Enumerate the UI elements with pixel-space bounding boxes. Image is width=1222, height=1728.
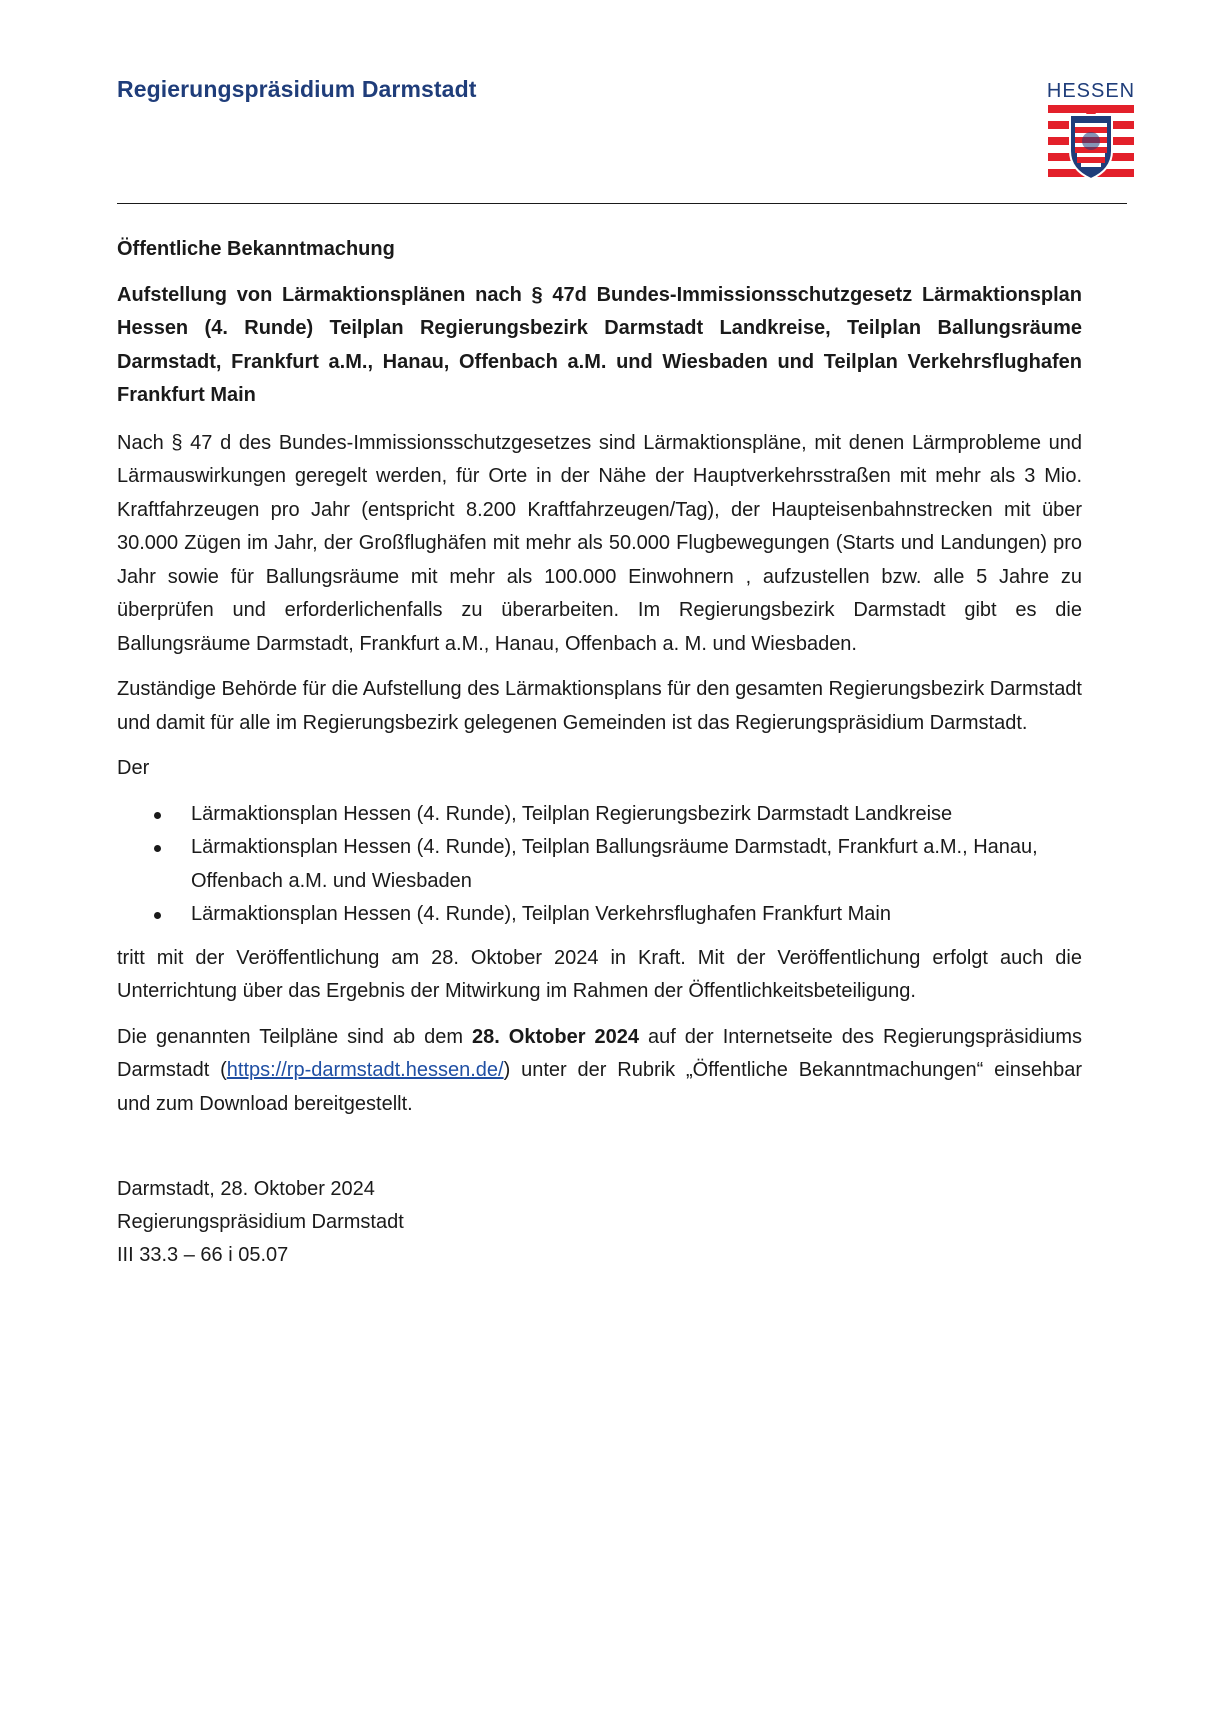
- list-item: [117, 798, 1082, 832]
- hessen-logo: [1046, 80, 1136, 185]
- bullet-icon: [154, 912, 161, 919]
- list-item: [117, 831, 1082, 898]
- plan-label: Lärmaktionsplan Hessen (4. Runde), Teilplan Regierungsbezirk Darmstadt Landkreise: [191, 802, 953, 825]
- website-link[interactable]: https://rp-darmstadt.hessen.de/: [226, 1059, 504, 1081]
- list-item: [117, 898, 1082, 932]
- notice-body: [117, 233, 1082, 1272]
- paragraph-intro-word: Der: [117, 757, 150, 779]
- plan-label: Lärmaktionsplan Hessen (4. Runde), Teilplan Ballungsräume Darmstadt, Frankfurt a.M., Hanau, Offenbach a.M. und Wiesbaden: [191, 836, 1038, 892]
- plan-list: [117, 798, 1082, 932]
- signature-block: [117, 1173, 1082, 1272]
- download-text-prefix: Die genannten Teilpläne sind ab dem: [117, 1025, 472, 1048]
- hessen-coat-of-arms-icon: [1048, 105, 1134, 185]
- plan-label: Lärmaktionsplan Hessen (4. Runde), Teilplan Verkehrsflughafen Frankfurt Main: [191, 903, 891, 925]
- notice-kicker: Öffentliche Bekanntmachung: [117, 238, 395, 260]
- bullet-icon: [154, 845, 161, 852]
- logo-wordmark: HESSEN: [1046, 80, 1136, 102]
- download-date: 28. Oktober 2024: [472, 1025, 639, 1048]
- paragraph-legal-basis: Nach § 47 d des Bundes-Immissionsschutzgesetzes sind Lärmaktionspläne, mit denen Lärmprobleme und Lärmauswirkungen geregelt werden, für Orte in der Nähe der Hauptverkehrsstraßen mit mehr als 3 Mio. Kraftfahrzeugen pro Jahr (entspricht 8.200 Kraftfahrzeugen/Tag), der Haupteisenbahnstrecken mit über 30.000 Zügen im Jahr, der Großflughäfen mit mehr als 50.000 Flugbewegungen (Starts und Landungen) pro Jahr sowie für Ballungsräume mit mehr als 100.000 Einwohnern , aufzustellen bzw. alle 5 Jahre zu überprüfen und erforderlichenfalls zu überarbeiten. Im Regierungsbezirk Darmstadt gibt es die Ballungsräume Darmstadt, Frankfurt a.M., Hanau, Offenbach a. M. und Wiesbaden.: [117, 431, 1082, 655]
- signature-place-date: Darmstadt, 28. Oktober 2024: [117, 1178, 375, 1200]
- download-text-suffix: ) unter der Rubrik „Öffentliche Bekanntmachungen“ einsehbar und zum Download bereitgestellt.: [117, 1059, 1082, 1115]
- download-text-mid: auf der Internetseite des Regierungspräsidiums Darmstadt (: [117, 1025, 1082, 1081]
- header-rule: [117, 203, 1127, 204]
- authority-name: Regierungspräsidium Darmstadt: [117, 76, 477, 102]
- notice-headline: Aufstellung von Lärmaktionsplänen nach § 47d Bundes-Immissionsschutzgesetz Lärmaktionsplan Hessen (4. Runde) Teilplan Regierungsbezirk Darmstadt Landkreise, Teilplan Ballungsräume Darmstadt, Frankfurt a.M., Hanau, Offenbach a.M. und Wiesbaden und Teilplan Verkehrsflughafen Frankfurt Main: [117, 283, 1082, 406]
- paragraph-entry-into-force: tritt mit der Veröffentlichung am 28. Oktober 2024 in Kraft. Mit der Veröffentlichung erfolgt auch die Unterrichtung über das Ergebnis der Mitwirkung im Rahmen der Öffentlichkeitsbeteiligung.: [117, 946, 1082, 1002]
- signature-reference: III 33.3 – 66 i 05.07: [117, 1244, 289, 1266]
- paragraph-download: [117, 1021, 1082, 1122]
- paragraph-authority: Zuständige Behörde für die Aufstellung des Lärmaktionsplans für den gesamten Regierungsbezirk Darmstadt und damit für alle im Regierungsbezirk gelegenen Gemeinden ist das Regierungspräsidium Darmstadt.: [117, 678, 1082, 734]
- bullet-icon: [154, 812, 161, 819]
- signature-authority: Regierungspräsidium Darmstadt: [117, 1211, 404, 1233]
